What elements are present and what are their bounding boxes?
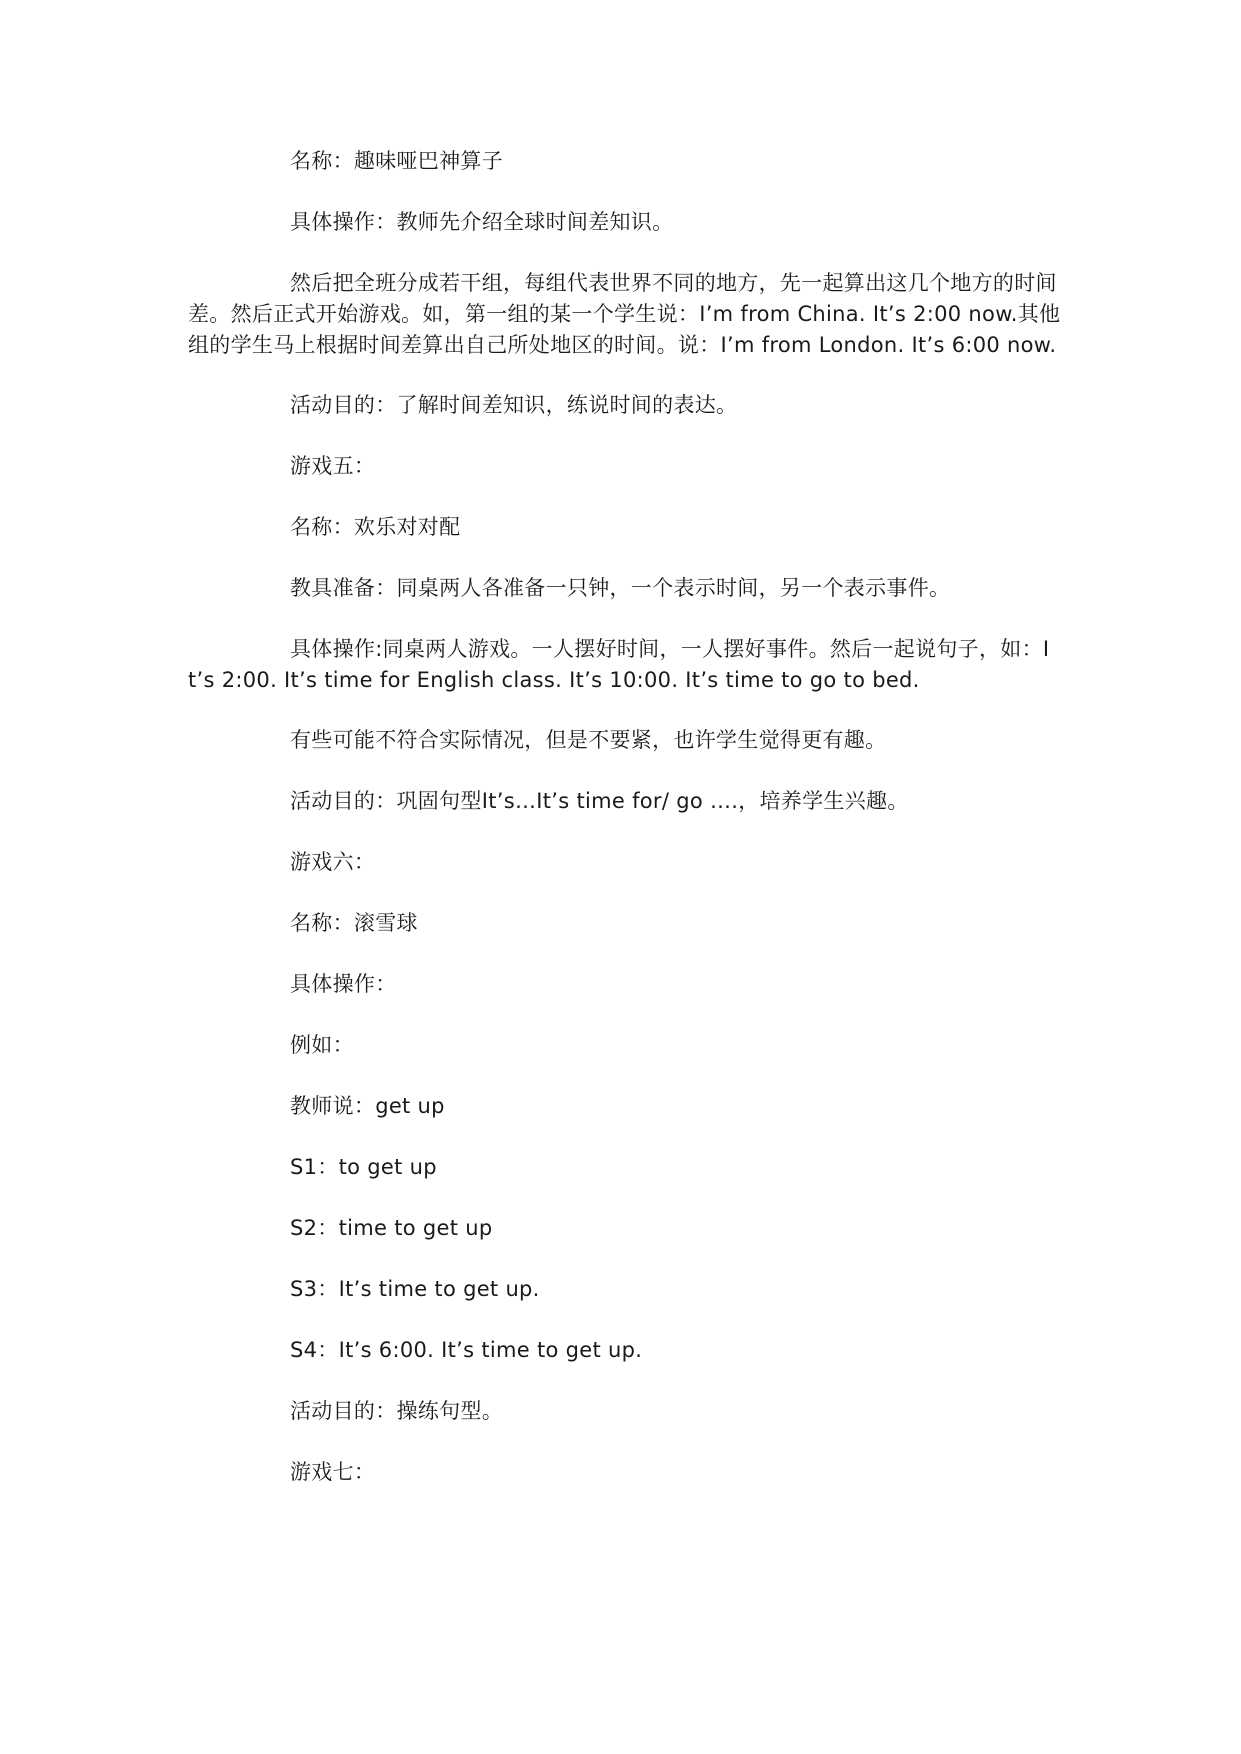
- paragraph: S4：It’s 6:00. It’s time to get up.: [290, 1338, 643, 1362]
- section-heading: 游戏六：: [290, 850, 376, 874]
- paragraph: S1：to get up: [290, 1155, 437, 1179]
- paragraph: 具体操作:同桌两人游戏。一人摆好时间，一人摆好事件。然后一起说句子，如：It’s 2:00. It’s time for English class. It’s 10:00. It’s time to go to bed.: [188, 637, 1050, 692]
- paragraph: 然后把全班分成若干组，每组代表世界不同的地方，先一起算出这几个地方的时间差。然后正式开始游戏。如，第一组的某一个学生说：I’m from China. It’s 2:00 now.其他组的学生马上根据时间差算出自己所处地区的时间。说：I’m from London. It’s 6:00 now.: [188, 271, 1061, 357]
- paragraph: 活动目的：巩固句型It’s…It’s time for/ go ….，培养学生兴趣。: [290, 789, 909, 813]
- section-heading: 游戏五：: [290, 454, 376, 478]
- section-heading: 游戏七：: [290, 1460, 376, 1484]
- paragraph: S2：time to get up: [290, 1216, 493, 1240]
- paragraph: 名称：滚雪球: [290, 911, 418, 935]
- paragraph: 具体操作：教师先介绍全球时间差知识。: [290, 210, 674, 234]
- paragraph: 有些可能不符合实际情况，但是不要紧，也许学生觉得更有趣。: [290, 728, 887, 752]
- paragraph: 具体操作：: [290, 972, 397, 996]
- paragraph: 名称：趣味哑巴神算子: [290, 149, 503, 173]
- paragraph: 教具准备：同桌两人各准备一只钟，一个表示时间，另一个表示事件。: [290, 576, 951, 600]
- paragraph: 活动目的：操练句型。: [290, 1399, 503, 1423]
- paragraph: 名称：欢乐对对配: [290, 515, 461, 539]
- paragraph: 活动目的：了解时间差知识，练说时间的表达。: [290, 393, 738, 417]
- document-body: [188, 146, 1068, 1518]
- paragraph: 教师说：get up: [290, 1094, 445, 1118]
- paragraph: S3：It’s time to get up.: [290, 1277, 540, 1301]
- paragraph: 例如：: [290, 1033, 354, 1057]
